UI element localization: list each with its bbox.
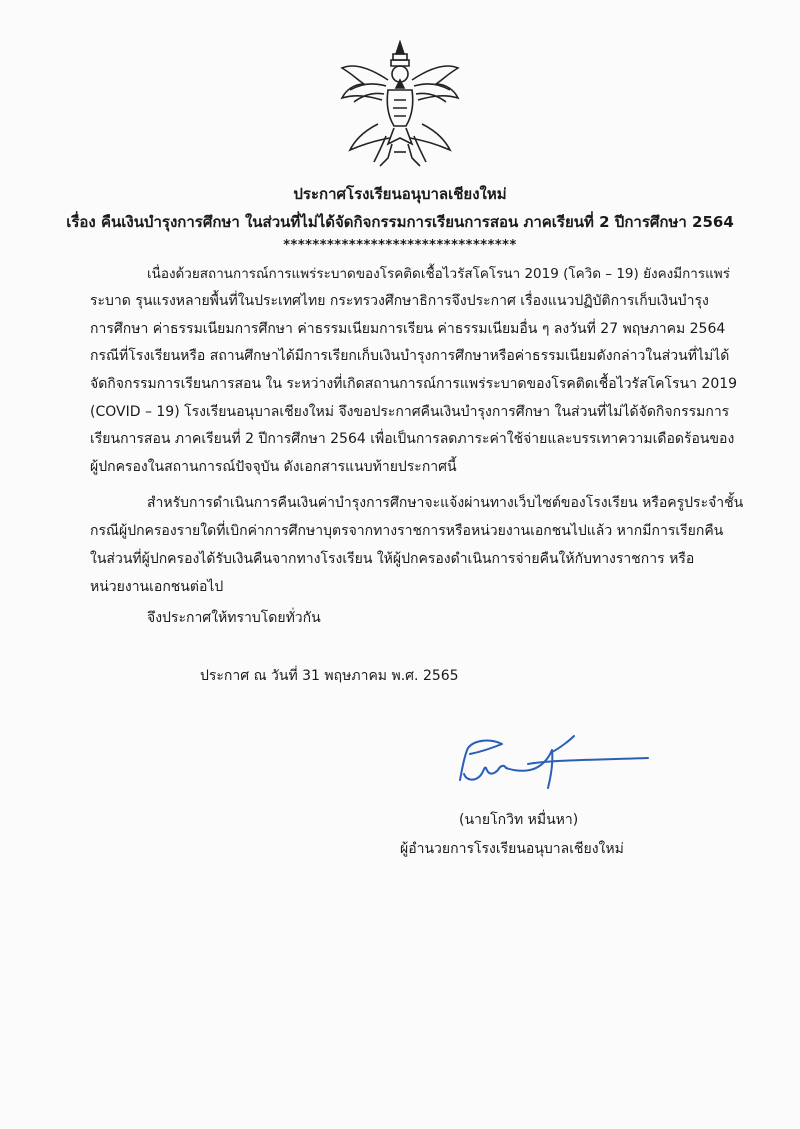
body-line: เรียนการสอน ภาคเรียนที่ 2 ปีการศึกษา 2564 เพื่อเป็นการลดภาระค่าใช้จ่ายและบรรเทาความเดือดร้อนของ <box>90 431 735 447</box>
signatory-position: ผู้อำนวยการโรงเรียนอนุบาลเชียงใหม่ <box>400 841 624 857</box>
body-line: ผู้ปกครองในสถานการณ์ปัจจุบัน ดังเอกสารแนบท้ายประกาศนี้ <box>90 459 457 475</box>
signature-icon <box>440 730 660 800</box>
body-line: (COVID – 19) โรงเรียนอนุบาลเชียงใหม่ จึงขอประกาศคืนเงินบำรุงการศึกษา ในส่วนที่ไม่ได้จัดกิจกรรมการ <box>90 404 730 420</box>
announcement-subject: เรื่อง คืนเงินบำรุงการศึกษา ในส่วนที่ไม่ได้จัดกิจกรรมการเรียนการสอน ภาคเรียนที่ 2 ปีการศึกษา 2564 <box>66 213 734 231</box>
announcement-title: ประกาศโรงเรียนอนุบาลเชียงใหม่ <box>293 185 507 203</box>
body-line: การศึกษา ค่าธรรมเนียมการศึกษา ค่าธรรมเนียมการเรียน ค่าธรรมเนียมอื่น ๆ ลงวันที่ 27 พฤษภาคม 2564 <box>90 321 726 337</box>
garuda-emblem-icon <box>338 40 462 170</box>
body-line: ระบาด รุนแรงหลายพื้นที่ในประเทศไทย กระทรวงศึกษาธิการจึงประกาศ เรื่องแนวปฏิบัติการเก็บเงินบำรุง <box>90 293 709 309</box>
date-line: ประกาศ ณ วันที่ 31 พฤษภาคม พ.ศ. 2565 <box>200 668 459 684</box>
separator-line: ******************************** <box>283 238 517 253</box>
body-line: หน่วยงานเอกชนต่อไป <box>90 579 224 595</box>
signatory-name: (นายโกวิท หมื่นหา) <box>459 812 579 828</box>
body-line: กรณีผู้ปกครองรายใดที่เบิกค่าการศึกษาบุตรจากทางราชการหรือหน่วยงานเอกชนไปแล้ว หากมีการเรียกคืน <box>90 523 724 539</box>
body-line: ในส่วนที่ผู้ปกครองได้รับเงินคืนจากทางโรงเรียน ให้ผู้ปกครองดำเนินการจ่ายคืนให้กับทางราชการ หรือ <box>90 551 695 567</box>
closing-line: จึงประกาศให้ทราบโดยทั่วกัน <box>147 610 321 626</box>
body-line: สำหรับการดำเนินการคืนเงินค่าบำรุงการศึกษาจะแจ้งผ่านทางเว็บไซต์ของโรงเรียน หรือครูประจำชั้น <box>147 495 744 511</box>
body-line: จัดกิจกรรมการเรียนการสอน ใน ระหว่างที่เกิดสถานการณ์การแพร่ระบาดของโรคติดเชื้อไวรัสโคโรนา 2019 <box>90 376 738 392</box>
body-line: กรณีที่โรงเรียนหรือ สถานศึกษาได้มีการเรียกเก็บเงินบำรุงการศึกษาหรือค่าธรรมเนียมดังกล่าวในส่วนที่ไม่ได้ <box>90 348 730 364</box>
body-line: เนื่องด้วยสถานการณ์การแพร่ระบาดของโรคติดเชื้อไวรัสโคโรนา 2019 (โควิด – 19) ยังคงมีการแพร่ <box>147 266 730 282</box>
